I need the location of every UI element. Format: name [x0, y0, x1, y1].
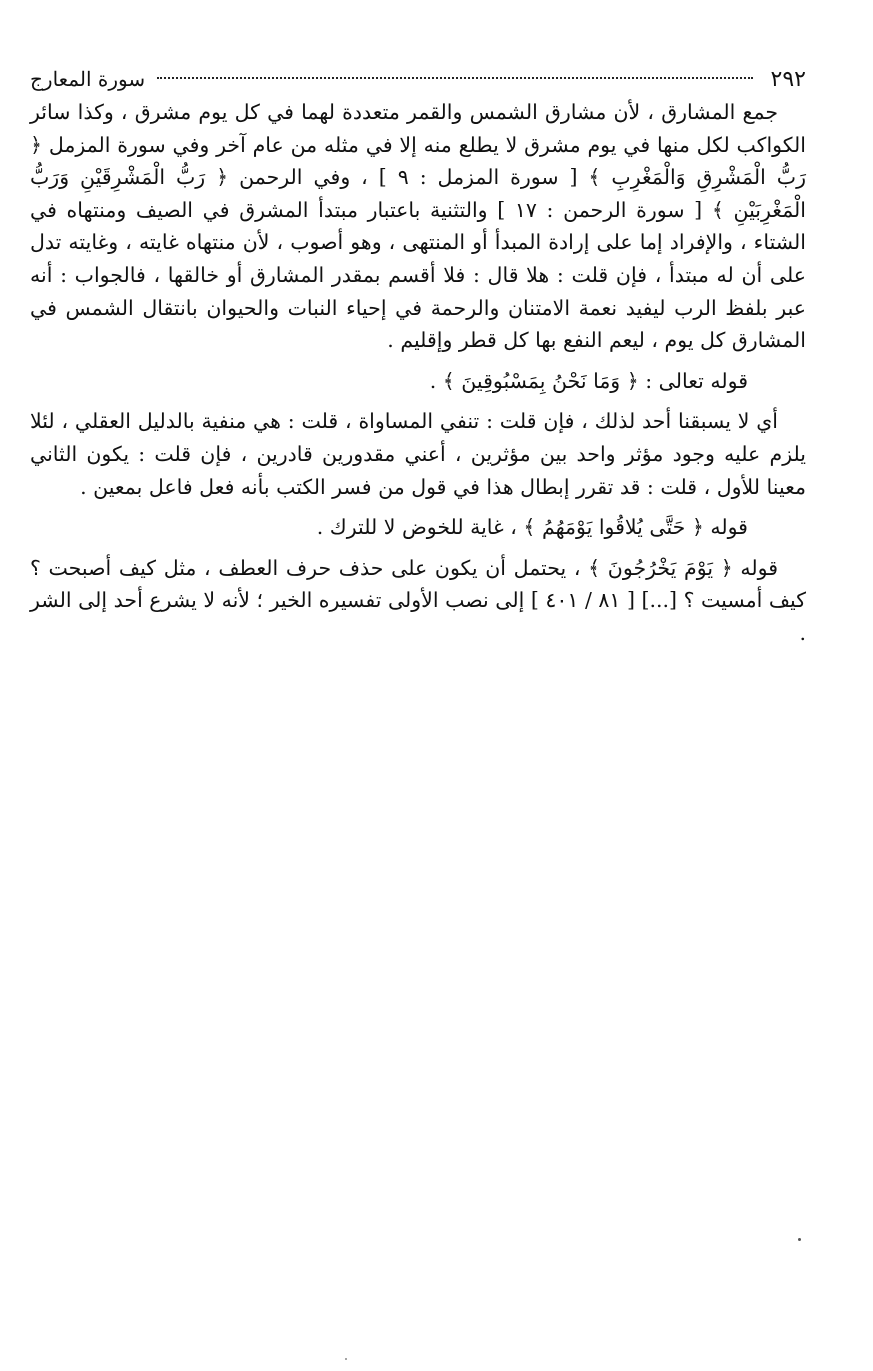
paragraph-yulaqu-verse: قوله ﴿ حَتَّى يُلاقُوا يَوْمَهُمُ ﴾ ، غاية للخوض لا للترك .: [316, 515, 748, 540]
paragraph-masbuqin-commentary: أي لا يسبقنا أحد لذلك ، فإن قلت : تنفي المساواة ، قلت : هي منفية بالدليل العقلي ، لئلا يلزم عليه وجود مؤثر واحد بين مؤثرين ، أعني مقدورين قادرين ، فإن قلت : يكون الثاني معينا للأول ، قلت : قد تقرر إبطال هذا في قول من فسر الكتب بأنه فعل فاعل بمعين .: [30, 409, 806, 499]
dotted-leader: [157, 77, 752, 79]
page-speck-bottom: [345, 1358, 347, 1360]
paragraph-yakhrujun: قوله ﴿ يَوْمَ يَخْرُجُونَ ﴾ ، يحتمل أن يكون على حذف حرف العطف ، مثل كيف أصبحت ؟ كيف أمسيت ؟ [...] [ ٨١ / ٤٠١ ] إلى نصب الأولى تفسيره الخير ؛ لأنه لا يشرع أحد إلى الشر .: [30, 555, 806, 645]
paragraph-mashariq: جمع المشارق ، لأن مشارق الشمس والقمر متعددة لهما في كل يوم مشرق ، وكذا سائر الكواكب لكل منها في يوم مشرق لا يطلع منه إلا في مثله من عام آخر وفي سورة المزمل ﴿ رَبُّ الْمَشْرِقِ وَالْمَغْرِبِ ﴾ [ سورة المزمل : ٩ ] ، وفي الرحمن ﴿ رَبُّ الْمَشْرِقَيْنِ وَرَبُّ الْمَغْرِبَيْنِ ﴾ [ سورة الرحمن : ١٧ ] والتثنية باعتبار مبتدأ المشرق في الصيف ومنتهاه في الشتاء ، والإفراد إما على إرادة المبدأ أو المنتهى ، وهو أصوب ، لأن منتهاه غايته ، وغايته تدل على أن له مبتدأ ، فإن قلت : هلا قال : فلا أقسم بمقدر المشارق أو خالقها ، فالجواب : أنه عبر بلفظ الرب ليفيد نعمة الامتنان والرحمة في إحياء النبات والحيوان بانتقال الشمس في المشارق كل يوم ، ليعم النفع بها كل قطر وإقليم .: [30, 100, 806, 353]
paragraph-masbuqin-verse: قوله تعالى : ﴿ وَمَا نَحْنُ بِمَسْبُوقِينَ ﴾ .: [429, 368, 748, 393]
page-speck: [798, 1238, 801, 1241]
body-text: [30, 96, 806, 650]
page-number: ٢٩٢: [770, 67, 806, 92]
surah-title: سورة المعارج: [30, 67, 146, 91]
running-header: [30, 62, 806, 96]
book-page: [30, 62, 806, 650]
